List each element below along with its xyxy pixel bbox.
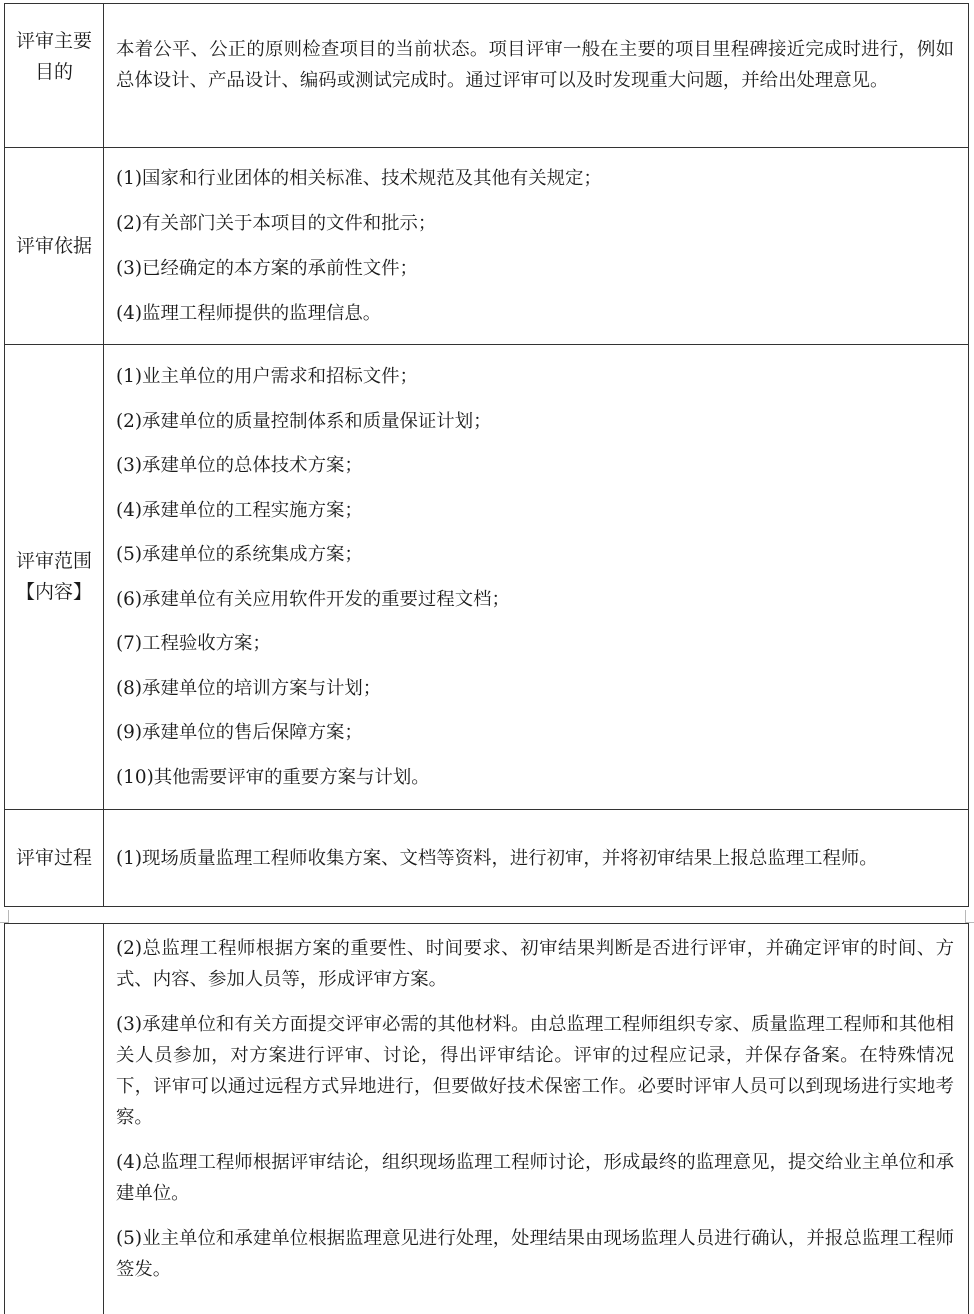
scope-item: (10)其他需要评审的重要方案与计划。 (116, 766, 430, 788)
scope-item: (5)承建单位的系统集成方案； (116, 544, 363, 566)
label-continued (5, 924, 104, 1314)
cell-basis (104, 148, 969, 345)
scope-item: (4)承建单位的工程实施方案； (116, 499, 363, 521)
basis-item: (3)已经确定的本方案的承前性文件； (116, 258, 418, 279)
scope-item: (3)承建单位的总体技术方案； (116, 455, 363, 477)
row-basis (5, 148, 969, 345)
cell-process (104, 810, 969, 907)
purpose-text: 本着公平、公正的原则检查项目的当前状态。项目评审一般在主要的项目里程碑接近完成时进行，例如总体设计、产品设计、编码或测试完成时。通过评审可以及时发现重大问题，并给出处理意见。 (116, 39, 954, 91)
basis-item: (4)监理工程师提供的监理信息。 (116, 303, 382, 324)
process-item: (4)总监理工程师根据评审结论，组织现场监理工程师讨论，形成最终的监理意见，提交给业主单位和承建单位。 (116, 1152, 954, 1204)
label-scope: 评审范围【内容】 (5, 345, 104, 810)
scope-item: (2)承建单位的质量控制体系和质量保证计划； (116, 410, 492, 432)
page-corner-mark (0, 910, 9, 923)
cell-scope (104, 345, 969, 810)
cell-purpose (104, 4, 969, 148)
row-purpose (5, 4, 969, 148)
process-item: (3)承建单位和有关方面提交评审必需的其他材料。由总监理工程师组织专家、质量监理工程师和其他相关人员参加，对方案进行评审、讨论，得出评审结论。评审的过程应记录，并保存备案。在特殊情况下，评审可以通过远程方式异地进行，但要做好技术保密工作。必要时评审人员可以到现场进行实地考察。 (116, 1014, 954, 1128)
scope-item: (6)承建单位有关应用软件开发的重要过程文档； (116, 588, 510, 610)
page-corner-mark (965, 910, 974, 923)
label-basis: 评审依据 (5, 148, 104, 345)
cell-process-continued (104, 924, 969, 1314)
label-purpose: 评审主要目的 (5, 4, 104, 148)
scope-item: (9)承建单位的售后保障方案； (116, 722, 363, 744)
scope-item: (7)工程验收方案； (116, 633, 271, 655)
row-process (5, 810, 969, 907)
row-process-continued (5, 924, 969, 1314)
process-item: (1)现场质量监理工程师收集方案、文档等资料，进行初审，并将初审结果上报总监理工程师。 (116, 847, 878, 869)
basis-item: (2)有关部门关于本项目的文件和批示； (116, 213, 437, 234)
process-item: (5)业主单位和承建单位根据监理意见进行处理，处理结果由现场监理人员进行确认，并报总监理工程师签发。 (116, 1228, 954, 1280)
row-scope (5, 345, 969, 810)
process-item: (2)总监理工程师根据方案的重要性、时间要求、初审结果判断是否进行评审，并确定评审的时间、方式、内容、参加人员等，形成评审方案。 (116, 938, 954, 990)
basis-item: (1)国家和行业团体的相关标准、技术规范及其他有关规定； (116, 168, 602, 189)
review-table-page-2 (4, 923, 969, 1314)
page-break (0, 910, 974, 922)
scope-item: (8)承建单位的培训方案与计划； (116, 677, 382, 699)
review-table-page-1 (4, 3, 969, 907)
label-process: 评审过程 (5, 810, 104, 907)
scope-item: (1)业主单位的用户需求和招标文件； (116, 366, 418, 388)
